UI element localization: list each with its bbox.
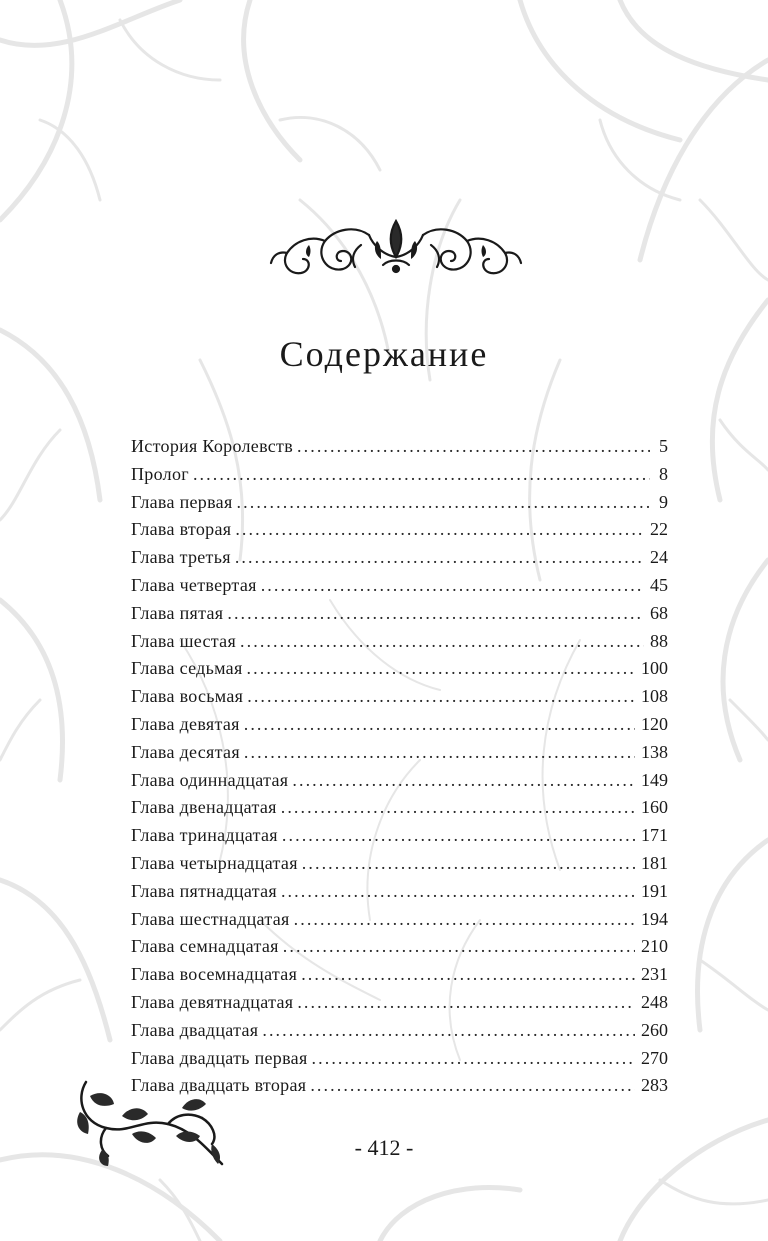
toc-entry-label: Глава шестая [131,630,237,651]
toc-entry-label: Глава двадцатая [131,1019,259,1040]
toc-entry-label: Глава девятая [131,713,240,734]
toc-entry [131,989,668,1017]
toc-leader-dots [262,1017,635,1045]
toc-entry-label: Глава четвертая [131,574,257,595]
toc-entry [131,572,668,600]
toc-entry-label: Глава двадцать вторая [131,1075,307,1096]
toc-leader-dots [294,906,635,934]
toc-entry-page: 68 [650,602,668,623]
toc-entry-page: 9 [659,491,668,512]
toc-entry-page: 270 [641,1047,668,1068]
table-of-contents [131,433,668,1100]
toc-entry-label: Глава одиннадцатая [131,769,289,790]
toc-entry-label: Глава семнадцатая [131,936,279,957]
toc-entry-page: 210 [641,936,668,957]
toc-entry [131,906,668,934]
toc-leader-dots [235,516,644,544]
toc-entry [131,878,668,906]
toc-entry [131,516,668,544]
toc-entry [131,489,668,517]
toc-entry-label: Глава пятая [131,602,224,623]
toc-leader-dots [227,600,644,628]
toc-entry [131,961,668,989]
toc-entry-page: 88 [650,630,668,651]
toc-entry-page: 181 [641,852,668,873]
toc-entry-label: Глава третья [131,547,231,568]
toc-leader-dots [193,461,650,489]
toc-entry-page: 260 [641,1019,668,1040]
toc-entry-label: Глава девятнадцатая [131,991,294,1012]
flourish-ornament-icon [265,215,527,283]
toc-entry [131,1045,668,1073]
toc-entry [131,822,668,850]
toc-entry-label: Глава двадцать первая [131,1047,308,1068]
toc-entry-page: 22 [650,519,668,540]
toc-leader-dots [240,628,644,656]
toc-entry-page: 283 [641,1075,668,1096]
toc-entry [131,628,668,656]
toc-leader-dots [281,794,635,822]
toc-leader-dots [302,850,635,878]
toc-entry [131,711,668,739]
toc-entry-page: 24 [650,547,668,568]
toc-entry-label: Глава вторая [131,519,232,540]
toc-entry-page: 8 [659,463,668,484]
page-title: Содержание [279,334,489,374]
toc-entry-label: Глава восемнадцатая [131,964,298,985]
toc-leader-dots [301,961,635,989]
toc-leader-dots [261,572,644,600]
toc-entry-page: 231 [641,964,668,985]
toc-entry-label: Глава четырнадцатая [131,852,298,873]
toc-entry [131,1017,668,1045]
toc-entry-page: 248 [641,991,668,1012]
toc-entry [131,461,668,489]
toc-leader-dots [244,739,635,767]
toc-leader-dots [281,878,635,906]
toc-entry-page: 191 [641,880,668,901]
page-number: - 412 - [354,1135,414,1160]
toc-entry-label: Глава пятнадцатая [131,880,277,901]
toc-entry-label: Глава седьмая [131,658,243,679]
toc-entry-page: 194 [641,908,668,929]
toc-entry-label: Глава тринадцатая [131,825,278,846]
toc-entry-label: Глава первая [131,491,233,512]
toc-entry [131,767,668,795]
toc-entry-label: Глава двенадцатая [131,797,277,818]
toc-entry-label: Глава десятая [131,741,240,762]
toc-entry-page: 100 [641,658,668,679]
toc-leader-dots [283,933,635,961]
toc-leader-dots [312,1045,635,1073]
toc-entry-label: Пролог [131,463,189,484]
toc-entry-page: 120 [641,713,668,734]
toc-leader-dots [297,433,650,461]
toc-entry-label: Глава восьмая [131,686,244,707]
toc-entry-page: 108 [641,686,668,707]
toc-entry-page: 138 [641,741,668,762]
toc-entry-label: Глава шестнадцатая [131,908,290,929]
toc-leader-dots [282,822,635,850]
toc-entry-page: 45 [650,574,668,595]
toc-entry [131,655,668,683]
toc-entry [131,433,668,461]
toc-entry [131,850,668,878]
toc-entry-page: 171 [641,825,668,846]
toc-leader-dots [297,989,635,1017]
toc-entry [131,739,668,767]
toc-leader-dots [247,683,635,711]
toc-entry [131,600,668,628]
toc-leader-dots [247,655,635,683]
toc-leader-dots [310,1072,635,1100]
toc-entry [131,933,668,961]
toc-leader-dots [244,711,635,739]
toc-leader-dots [235,544,644,572]
toc-entry [131,544,668,572]
toc-entry-page: 5 [659,436,668,456]
toc-entry [131,794,668,822]
toc-leader-dots [237,489,650,517]
toc-entry-page: 160 [641,797,668,818]
toc-entry-label: История Королевств [131,436,294,456]
toc-leader-dots [292,767,635,795]
toc-entry-page: 149 [641,769,668,790]
toc-entry [131,683,668,711]
